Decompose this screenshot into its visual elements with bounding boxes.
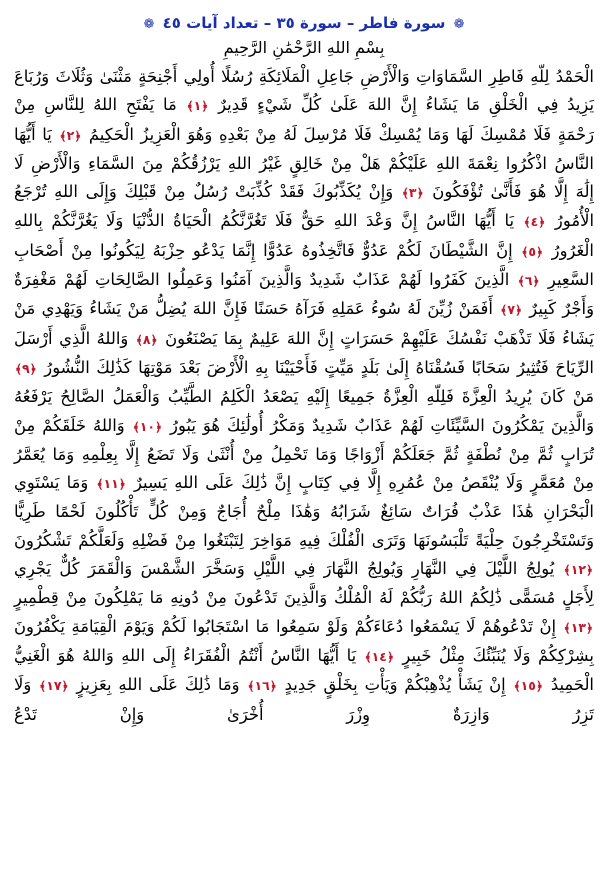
verse-text: أَفَمَنْ زُيِّنَ لَهُ سُوءُ عَمَلِهِ فَرَآهُ حَسَنًا فَإِنَّ اللهَ يُضِلُّ مَنْ يَشَاءُ وَيَهْدِي مَنْ يَشَاءُ فَلَا تَذْهَبْ نَفْسُكَ عَلَيْهِمْ حَسَرَاتٍ إِنَّ اللهَ عَلِيمٌ بِمَا يَصْنَعُونَ <box>14 299 594 348</box>
ayah-number-marker: ﴿١﴾ <box>186 98 209 114</box>
ayah-number-marker: ﴿١٣﴾ <box>563 619 593 635</box>
ayah-number-marker: ﴿١٦﴾ <box>247 678 277 694</box>
ayah-number-marker: ﴿١٥﴾ <box>513 678 543 694</box>
basmala: بِسْمِ اللهِ الرَّحْمَٰنِ الرَّحِيمِ <box>223 38 385 57</box>
ornament-left-icon: ❁ <box>143 17 155 32</box>
verse-text: الْحَمْدُ لِلّهِ فَاطِرِ السَّمَاوَاتِ وَالْأَرْضِ جَاعِلِ الْمَلَائِكَةِ رُسُلًا أُولِي أَجْنِحَةٍ مَثْنَىٰ وَثُلَاثَ وَرُبَاعَ يَزِيدُ فِي الْخَلْقِ مَا يَشَاءُ إِنَّ اللهَ عَلَىٰ كُلِّ شَيْءٍ قَدِيرٌ <box>14 67 594 115</box>
ayah-number-marker: ﴿٢﴾ <box>59 127 82 143</box>
verse-text: مَا يَفْتَحِ اللهُ لِلنَّاسِ مِنْ رَحْمَةٍ فَلَا مُمْسِكَ لَهَا وَمَا يُمْسِكْ فَلَا مُرْسِلَ لَهُ مِنْ بَعْدِهِ وَهُوَ الْعَزِيزُ الْحَكِيمُ <box>14 95 595 144</box>
verse-text: وَاللهُ الَّذِي أَرْسَلَ الرِّيَاحَ فَتُثِيرُ سَحَابًا فَسُقْنَاهُ إِلَىٰ بَلَدٍ مَيِّتٍ فَأَحْيَيْنَا بِهِ الْأَرْضَ بَعْدَ مَوْتِهَا كَذَٰلِكَ النُّشُورُ <box>14 328 594 377</box>
verse-text: إِنْ يَشَأْ يُذْهِبْكُمْ وَيَأْتِ بِخَلْقٍ جَدِيدٍ <box>277 675 506 695</box>
verse-text: يَا أَيُّهَا النَّاسُ إِنَّ وَعْدَ اللهِ حَقٌّ فَلَا تَغُرَّنَّكُمُ الْحَيَاةُ الدُّنْيَا وَلَا يَغُرَّنَّكُمْ بِاللهِ الْغَرُورُ <box>14 211 594 260</box>
ayah-number-marker: ﴿٥﴾ <box>521 243 544 259</box>
ayah-number-marker: ﴿١٢﴾ <box>563 562 593 578</box>
ayah-number-marker: ﴿٨﴾ <box>135 331 158 347</box>
verse-text: إِنْ تَدْعُوهُمْ لَا يَسْمَعُوا دُعَاءَكُمْ وَلَوْ سَمِعُوا مَا اسْتَجَابُوا لَكُمْ وَيَوْمَ الْقِيَامَةِ يَكْفُرُونَ بِشِرْكِكُمْ وَلَا يُنَبِّئُكَ مِثْلُ خَبِيرٍ <box>14 616 594 665</box>
verse-text: الَّذِينَ كَفَرُوا لَهُمْ عَذَابٌ شَدِيدٌ وَالَّذِينَ آمَنُوا وَعَمِلُوا الصَّالِحَاتِ لَهُمْ مَغْفِرَةٌ وَأَجْرٌ كَبِيرٌ <box>14 270 594 319</box>
verse-text: مَنْ كَانَ يُرِيدُ الْعِزَّةَ فَلِلّهِ الْعِزَّةُ جَمِيعًا إِلَيْهِ يَصْعَدُ الْكَلِمُ الطَّيِّبُ وَالْعَمَلُ الصَّالِحُ يَرْفَعُهُ وَالَّذِينَ يَمْكُرُونَ السَّيِّئَاتِ لَهُمْ عَذَابٌ شَدِيدٌ وَمَكْرُ أُولَٰئِكَ هُوَ يَبُورُ <box>14 387 594 435</box>
verses-container <box>14 63 594 729</box>
ayah-number-marker: ﴿٤﴾ <box>523 214 546 230</box>
verse-text: وَمَا ذَٰلِكَ عَلَى اللهِ بِعَزِيزٍ <box>69 675 240 695</box>
verse-text: يَا أَيُّهَا النَّاسُ اذْكُرُوا نِعْمَةَ اللهِ عَلَيْكُمْ هَلْ مِنْ خَالِقٍ غَيْرُ اللهِ يَرْزُقُكُمْ مِنَ السَّمَاءِ وَالْأَرْضِ لَا إِلَٰهَ إِلَّا هُوَ فَأَنَّىٰ تُؤْفَكُونَ <box>14 124 594 202</box>
ayah-number-marker: ﴿٣﴾ <box>401 185 424 201</box>
surah-title: سورة فاطر – سورة ٣٥ – تعداد آيات ٤٥ <box>162 14 446 32</box>
ayah-number-marker: ﴿٩﴾ <box>15 360 37 376</box>
ayah-number-marker: ﴿١٤﴾ <box>364 648 394 664</box>
verse-text: وَاللهُ خَلَقَكُمْ مِنْ تُرَابٍ ثُمَّ مِنْ نُطْفَةٍ ثُمَّ جَعَلَكُمْ أَزْوَاجًا وَمَا تَحْمِلُ مِنْ أُنْثَىٰ وَلَا تَضَعُ إِلَّا بِعِلْمِهِ وَمَا يُعَمَّرُ مِنْ مُعَمَّرٍ وَلَا يُنْقَصُ مِنْ عُمُرِهِ إِلَّا فِي كِتَابٍ إِنَّ ذَٰلِكَ عَلَى اللهِ يَسِيرٌ <box>14 415 594 493</box>
ornament-right-icon: ❁ <box>453 17 465 32</box>
verse-text: إِنَّ الشَّيْطَانَ لَكُمْ عَدُوٌّ فَاتَّخِذُوهُ عَدُوًّا إِنَّمَا يَدْعُو حِزْبَهُ لِيَكُونُوا مِنْ أَصْحَابِ السَّعِيرِ <box>14 240 594 290</box>
verse-text: يَا أَيُّهَا النَّاسُ أَنْتُمُ الْفُقَرَاءُ إِلَى اللهِ وَاللهُ هُوَ الْغَنِيُّ الْحَمِيدُ <box>14 645 594 695</box>
verse-text: وَمَا يَسْتَوِي الْبَحْرَانِ هَٰذَا عَذْبٌ فُرَاتٌ سَائِغٌ شَرَابُهُ وَهَٰذَا مِلْحٌ أُجَاجٌ وَمِنْ كُلٍّ تَأْكُلُونَ لَحْمًا طَرِيًّا وَتَسْتَخْرِجُونَ حِلْيَةً تَلْبَسُونَهَا وَتَرَى الْفُلْكَ فِيهِ مَوَاخِرَ لِتَبْتَغُوا مِنْ فَضْلِهِ وَلَعَلَّكُمْ تَشْكُرُونَ <box>14 473 594 550</box>
verse-text: يُولِجُ اللَّيْلَ فِي النَّهَارِ وَيُولِجُ النَّهَارَ فِي اللَّيْلِ وَسَخَّرَ الشَّمْسَ وَالْقَمَرَ كُلٌّ يَجْرِي لِأَجَلٍ مُسَمًّى ذَٰلِكُمُ اللهُ رَبُّكُمْ لَهُ الْمُلْكُ وَالَّذِينَ تَدْعُونَ مِنْ دُونِهِ مَا يَمْلِكُونَ مِنْ قِطْمِيرٍ <box>14 559 594 608</box>
verse-text: وَلَا تَزِرُ وَازِرَةٌ وِزْرَ أُخْرَىٰ وَإِنْ تَدْعُ <box>14 675 594 724</box>
ayah-number-marker: ﴿١٧﴾ <box>39 678 69 694</box>
ayah-number-marker: ﴿١١﴾ <box>96 476 126 492</box>
verse-text: وَإِنْ يُكَذِّبُوكَ فَقَدْ كُذِّبَتْ رُسُلٌ مِنْ قَبْلِكَ وَإِلَى اللهِ تُرْجَعُ الْأُمُورُ <box>14 182 594 231</box>
surah-header <box>14 14 594 32</box>
ayah-number-marker: ﴿١٠﴾ <box>132 418 163 434</box>
ayah-number-marker: ﴿٧﴾ <box>500 302 522 318</box>
ayah-number-marker: ﴿٦﴾ <box>517 273 540 289</box>
